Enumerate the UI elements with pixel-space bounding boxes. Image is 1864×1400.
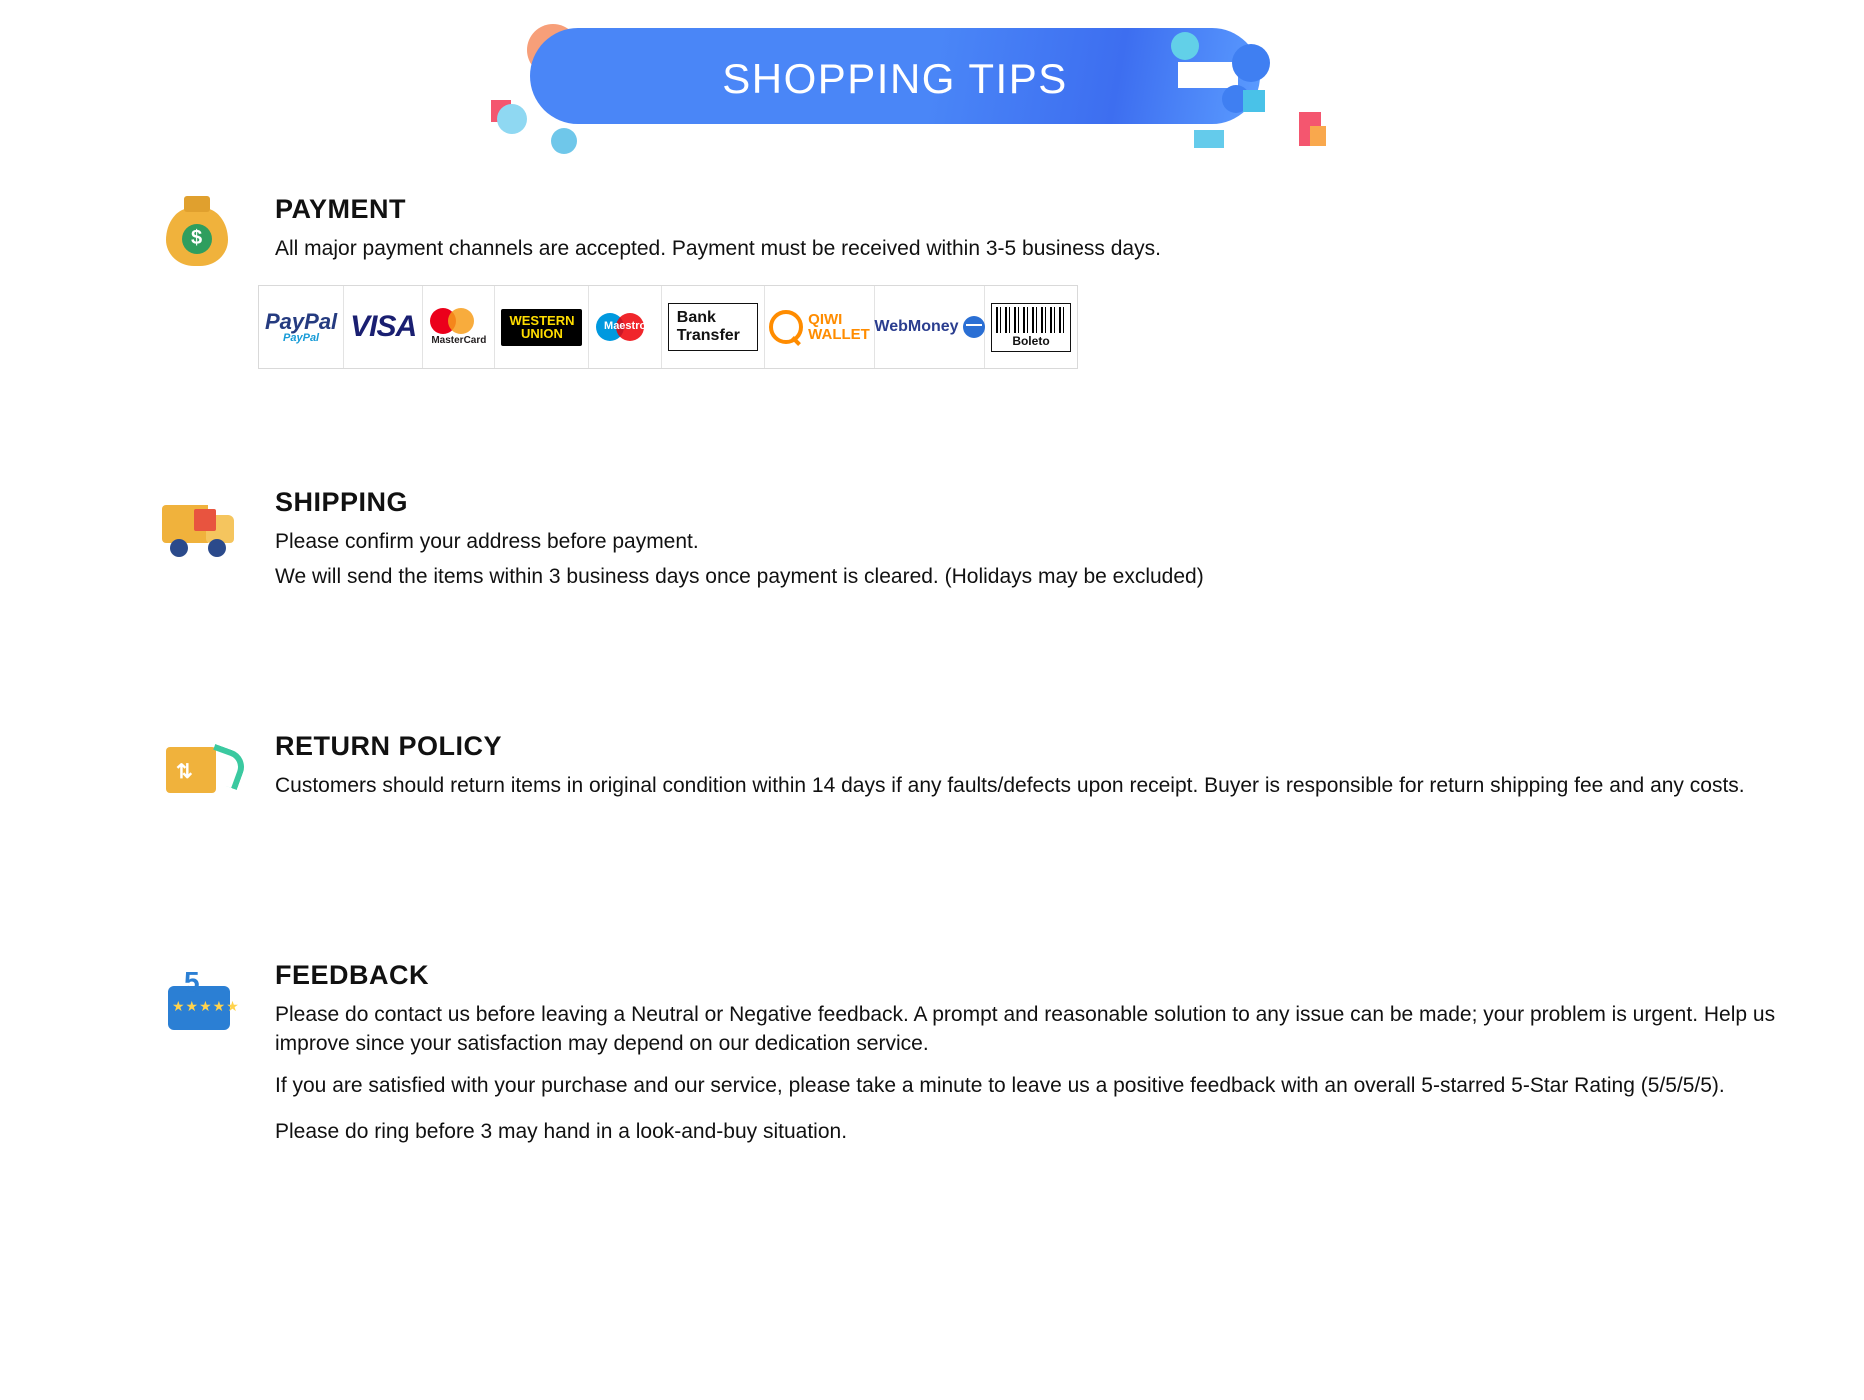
- money-bag-icon: [160, 194, 246, 280]
- feedback-line-2: If you are satisfied with your purchase and our service, please take a minute to leave us a positive feedback with an overall 5-starred 5-Star Rating (5/5/5/5).: [275, 1074, 1725, 1098]
- delivery-truck-icon: [160, 487, 246, 573]
- shipping-body: [275, 528, 1835, 591]
- returns-title: RETURN POLICY: [275, 731, 503, 762]
- five-star-feedback-icon: 5 ★★★★★: [160, 960, 246, 1046]
- returns-line-1: Customers should return items in original condition within 14 days if any faults/defects upon receipt. Buyer is responsible for return shipping fee and any costs.: [275, 774, 1745, 798]
- feedback-body: [275, 1001, 1835, 1146]
- shipping-title: SHIPPING: [275, 487, 409, 518]
- shipping-line-2: We will send the items within 3 business days once payment is cleared. (Holidays may be excluded): [275, 564, 1204, 588]
- decor-blob-cyan-left-2: [551, 128, 577, 154]
- payment-line-1: All major payment channels are accepted. Payment must be received within 3-5 business days.: [275, 237, 1161, 260]
- bank-transfer-logo: Bank Transfer: [662, 286, 765, 368]
- feedback-title: FEEDBACK: [275, 960, 430, 991]
- maestro-logo: Maestro: [589, 286, 661, 368]
- section-returns: [0, 731, 1864, 800]
- banner-title: SHOPPING TIPS: [722, 55, 1068, 102]
- visa-logo: VISA: [344, 286, 423, 368]
- feedback-line-3: Please do ring before 3 may hand in a look-and-buy situation.: [275, 1120, 848, 1144]
- payment-title: PAYMENT: [275, 194, 407, 224]
- webmoney-logo: WebMoney: [875, 286, 985, 368]
- decor-square-cyan-2: [1194, 130, 1224, 148]
- western-union-logo: WESTERN UNION: [495, 286, 589, 368]
- returns-body: [275, 772, 1835, 800]
- boleto-logo: Boleto: [985, 286, 1077, 368]
- section-shipping: [0, 487, 1864, 591]
- decor-square-orange: [1310, 126, 1326, 146]
- decor-blob-cyan-left: [497, 104, 527, 134]
- section-feedback: [0, 960, 1864, 1146]
- return-box-icon: ⇅: [160, 731, 246, 817]
- payment-body: [275, 235, 1835, 263]
- payment-methods-strip: [258, 285, 1078, 369]
- banner: [0, 0, 1864, 170]
- paypal-logo: PayPal PayPal: [259, 286, 344, 368]
- feedback-line-1: Please do contact us before leaving a Neutral or Negative feedback. A prompt and reasonable solution to any issue can be made; your problem is urgent. Help us improve since your satisfaction may depend on our dedication service.: [275, 1003, 1776, 1055]
- qiwi-wallet-logo: QIWI WALLET: [765, 286, 875, 368]
- shipping-line-1: Please confirm your address before payment.: [275, 530, 699, 554]
- section-payment: [0, 194, 1864, 369]
- mastercard-logo: MasterCard: [423, 286, 495, 368]
